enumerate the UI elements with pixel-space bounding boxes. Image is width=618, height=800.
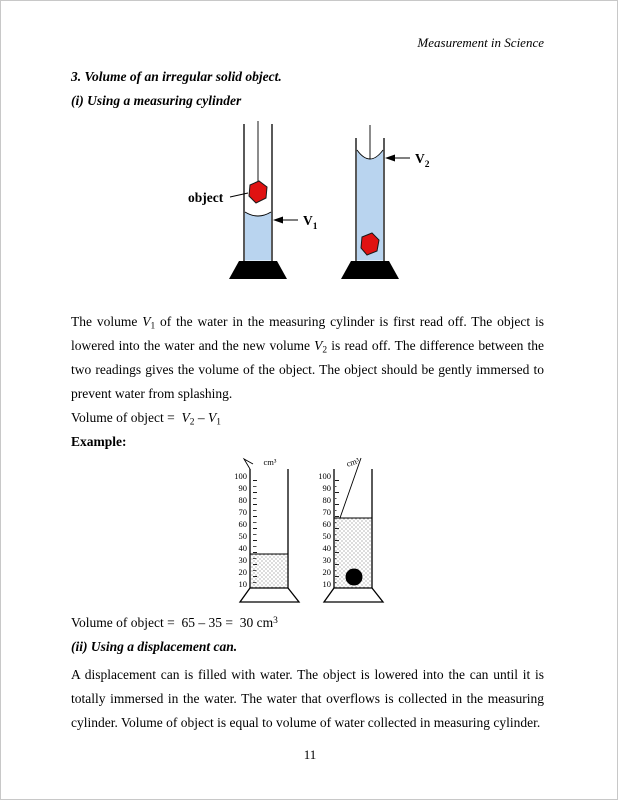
water-stipple (251, 554, 288, 588)
scale-label: 60 (322, 518, 331, 529)
figure-example-readings (229, 456, 544, 611)
arrowhead-v1 (273, 217, 283, 224)
formula1-v1: V (207, 410, 217, 425)
scale-label: 70 (238, 506, 247, 517)
formula2-text: Volume of object = 65 – 35 = 30 cm (71, 615, 274, 630)
cylinder-foot (240, 588, 299, 602)
formula1-v2: V (181, 410, 190, 425)
arrowhead-v2 (385, 155, 395, 162)
spout (244, 459, 253, 469)
unit-label: cm³ (263, 457, 277, 467)
scale-label: 20 (238, 566, 247, 577)
graduated-cylinder-final (318, 456, 383, 602)
para1-run-3: is read off. The difference between the two readings gives the volume of the object. The object should be gently immersed to prevent water from splashing. (71, 338, 544, 401)
cylinder-base (341, 261, 399, 279)
para1-var-v2: V (314, 338, 323, 353)
scale-label: 90 (322, 482, 331, 493)
para1-var-v1: V (142, 314, 151, 329)
scale-label: 90 (238, 482, 247, 493)
figure-measuring-cylinders (186, 121, 544, 294)
scale-label: 80 (322, 494, 331, 505)
irregular-object (249, 181, 267, 203)
subsection-heading-ii: (ii) Using a displacement can. (71, 639, 238, 654)
running-head (71, 35, 544, 51)
scale-label: 20 (322, 566, 331, 577)
object-label: object (188, 190, 224, 205)
formula-volume-difference (71, 406, 544, 430)
paragraph-measuring-cylinder (71, 310, 544, 406)
formula2-cube-sup: 3 (273, 615, 278, 626)
formula-example-result (71, 611, 544, 635)
v2-label: $V_2$ (415, 151, 430, 170)
scale-label: 10 (322, 578, 331, 589)
scale-label: 30 (322, 554, 331, 565)
page-number: 11 (303, 747, 317, 762)
subsection-heading-i: (i) Using a measuring cylinder (71, 93, 242, 108)
formula1-minus: – (194, 410, 208, 425)
scale-label: 100 (234, 470, 247, 481)
unit-label: cm³ (344, 456, 361, 469)
scale-label: 30 (238, 554, 247, 565)
scale-label: 100 (318, 470, 331, 481)
scale-label: 40 (322, 542, 331, 553)
para1-var-v1-sub: 1 (150, 321, 156, 332)
scale-label: 70 (322, 506, 331, 517)
scale-label: 10 (238, 578, 247, 589)
example-heading: Example: (71, 434, 127, 449)
formula1-v2-sub: 2 (189, 417, 195, 428)
paragraph-displacement-can: A displacement can is filled with water. The object is lowered into the can until it is totally immersed in the water. The water that overflows is collected in the measuring cylinder. Volume of object is equal to volume of water collected in measuring cylinder. (71, 667, 544, 730)
cylinder-foot (324, 588, 383, 602)
immersion-diagram (186, 121, 452, 289)
example-cylinders-diagram (229, 456, 401, 606)
cylinder-base (229, 261, 287, 279)
scale-label: 50 (238, 530, 247, 541)
cylinder-after-immersion (341, 125, 399, 279)
graduated-cylinder-initial (234, 457, 299, 602)
formula1-text: Volume of object = (71, 410, 182, 425)
running-head-title: Measurement in Science (417, 35, 544, 50)
v2-annotation (385, 151, 430, 170)
scale-label: 40 (238, 542, 247, 553)
section-heading: 3. Volume of an irregular solid object. (71, 69, 282, 84)
cylinder-before-immersion (229, 121, 287, 279)
v1-label: $V_1$ (303, 213, 318, 232)
scale-label: 60 (238, 518, 247, 529)
object-pointer-line (230, 193, 248, 197)
para1-run-1: The volume (71, 314, 143, 329)
para1-var-v2-sub: 2 (322, 345, 328, 356)
water-level-v1 (245, 212, 271, 261)
scale-label: 50 (322, 530, 331, 541)
v1-annotation (273, 213, 318, 232)
scale-label: 80 (238, 494, 247, 505)
para1-run-2: of the water in the measuring cylinder is first read off. The object is lowered into the water and the new volume (71, 314, 545, 353)
formula1-v1-sub: 1 (216, 417, 221, 428)
object-ball (346, 569, 363, 586)
